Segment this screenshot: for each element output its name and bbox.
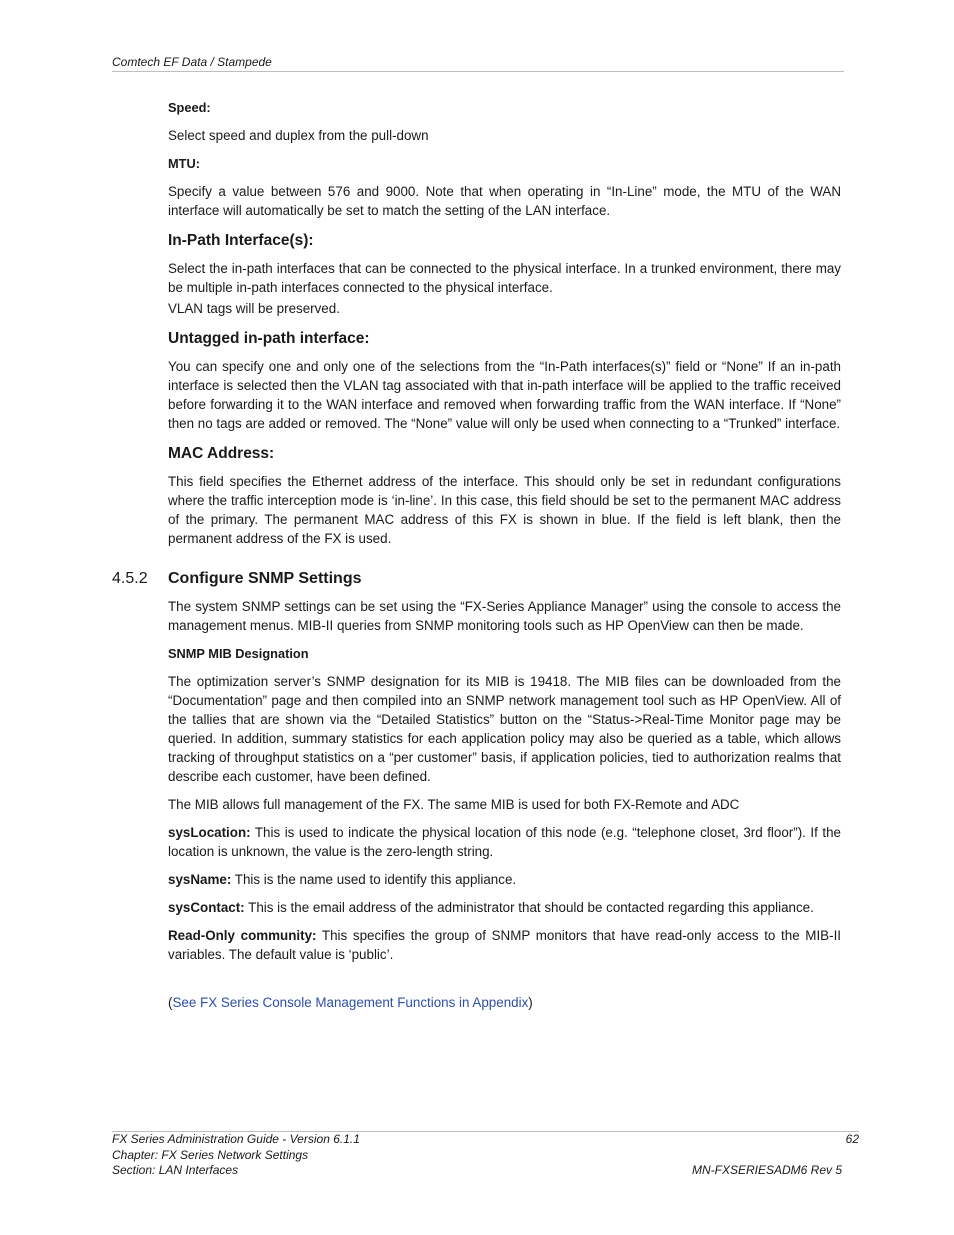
footer-row-1 <box>112 1132 859 1148</box>
footer-row-3 <box>112 1163 859 1179</box>
mib-text: The optimization server’s SNMP designation for its MIB is 19418. The MIB files can be downloaded from the “Documentation” page and then compiled into an SNMP network management tool such as HP OpenView. All of the tallies that are shown via the “Detailed Statistics” button on the “Status->Real-Time Monitor page may be queried. In addition, summary statistics for each application policy may also be queried as a table, which allows tracking of throughput statistics on a “per customer” basis, if application policies, tied to authorization realms that describe each customer, have been defined. <box>168 674 841 784</box>
mtu-text: Specify a value between 576 and 9000. Note that when operating in “In-Line” mode, the MTU of the WAN interface will automatically be set to match the setting of the LAN interface. <box>168 184 841 218</box>
section-title: Configure SNMP Settings <box>168 570 362 587</box>
page-footer <box>112 1131 859 1179</box>
mib-management-text: The MIB allows full management of the FX. The same MIB is used for both FX-Remote and ADC <box>168 797 740 812</box>
inpath-vlan-text: VLAN tags will be preserved. <box>168 301 340 316</box>
mtu-label: MTU: <box>168 156 200 171</box>
page-number: 62 <box>845 1132 859 1146</box>
syscontact-paragraph <box>168 898 841 917</box>
sysname-paragraph <box>168 870 841 889</box>
header-text: Comtech EF Data / Stampede <box>112 55 272 69</box>
mac-heading: MAC Address: <box>168 445 275 462</box>
link-open-paren: ( <box>168 995 173 1010</box>
mib-label: SNMP MIB Designation <box>168 646 309 661</box>
speed-text: Select speed and duplex from the pull-down <box>168 128 429 143</box>
inpath-text: Select the in-path interfaces that can be connected to the physical interface. In a trunked environment, there may be multiple in-path interfaces connected to the physical interface. <box>168 261 841 295</box>
section-heading <box>112 569 841 589</box>
link-close-paren: ) <box>528 995 533 1010</box>
community-label: Read-Only community: <box>168 928 317 943</box>
syslocation-text: This is used to indicate the physical location of this node (e.g. “telephone closet, 3rd floor”). If the location is unknown, the value is the zero-length string. <box>168 825 841 859</box>
appendix-reference <box>168 993 841 1012</box>
syslocation-label: sysLocation: <box>168 825 251 840</box>
mac-text: This field specifies the Ethernet address of the interface. This should only be set in redundant configurations where the traffic interception mode is ‘in-line’. In this case, this field should be set to the permanent MAC address of the primary. The permanent MAC address of this FX is shown in blue. If the field is left blank, then the permanent address of the FX is used. <box>168 474 841 546</box>
footer-chapter: Chapter: FX Series Network Settings <box>112 1147 309 1162</box>
syscontact-label: sysContact: <box>168 900 245 915</box>
speed-label: Speed: <box>168 100 211 115</box>
sysname-label: sysName: <box>168 872 232 887</box>
page-content <box>112 98 842 1021</box>
footer-section: Section: LAN Interfaces <box>112 1163 239 1177</box>
inpath-heading: In-Path Interface(s): <box>168 232 314 249</box>
page-header <box>112 55 844 72</box>
sysname-text: This is the name used to identify this appliance. <box>231 872 517 887</box>
community-paragraph <box>168 926 841 964</box>
section-number: 4.5.2 <box>112 570 148 587</box>
footer-row-2 <box>112 1148 859 1164</box>
syslocation-paragraph <box>168 823 841 861</box>
syscontact-text: This is the email address of the administrator that should be contacted regarding this appliance. <box>244 900 814 915</box>
snmp-intro: The system SNMP settings can be set using the “FX-Series Appliance Manager” using the console to access the management menus. MIB-II queries from SNMP monitoring tools such as HP OpenView can then be made. <box>168 599 841 633</box>
community-text: This specifies the group of SNMP monitors that have read-only access to the MIB-II variables. The default value is ‘public’. <box>168 928 842 962</box>
appendix-link[interactable]: See FX Series Console Management Functions in Appendix <box>172 995 529 1010</box>
untagged-text: You can specify one and only one of the selections from the “In-Path interfaces(s)” field or “None” If an in-path interface is selected then the VLAN tag associated with that in-path interface will be applied to the traffic received before forwarding it to the WAN interface and removed when forwarding traffic from the WAN interface. If “None” then no tags are added or removed. The “None” value will only be used when connecting to a “Trunked” interface. <box>168 359 841 431</box>
footer-guide-title: FX Series Administration Guide - Version 6.1.1 <box>112 1132 360 1146</box>
untagged-heading: Untagged in-path interface: <box>168 330 370 347</box>
footer-doc-id: MN-FXSERIESADM6 Rev 5 <box>691 1163 842 1177</box>
